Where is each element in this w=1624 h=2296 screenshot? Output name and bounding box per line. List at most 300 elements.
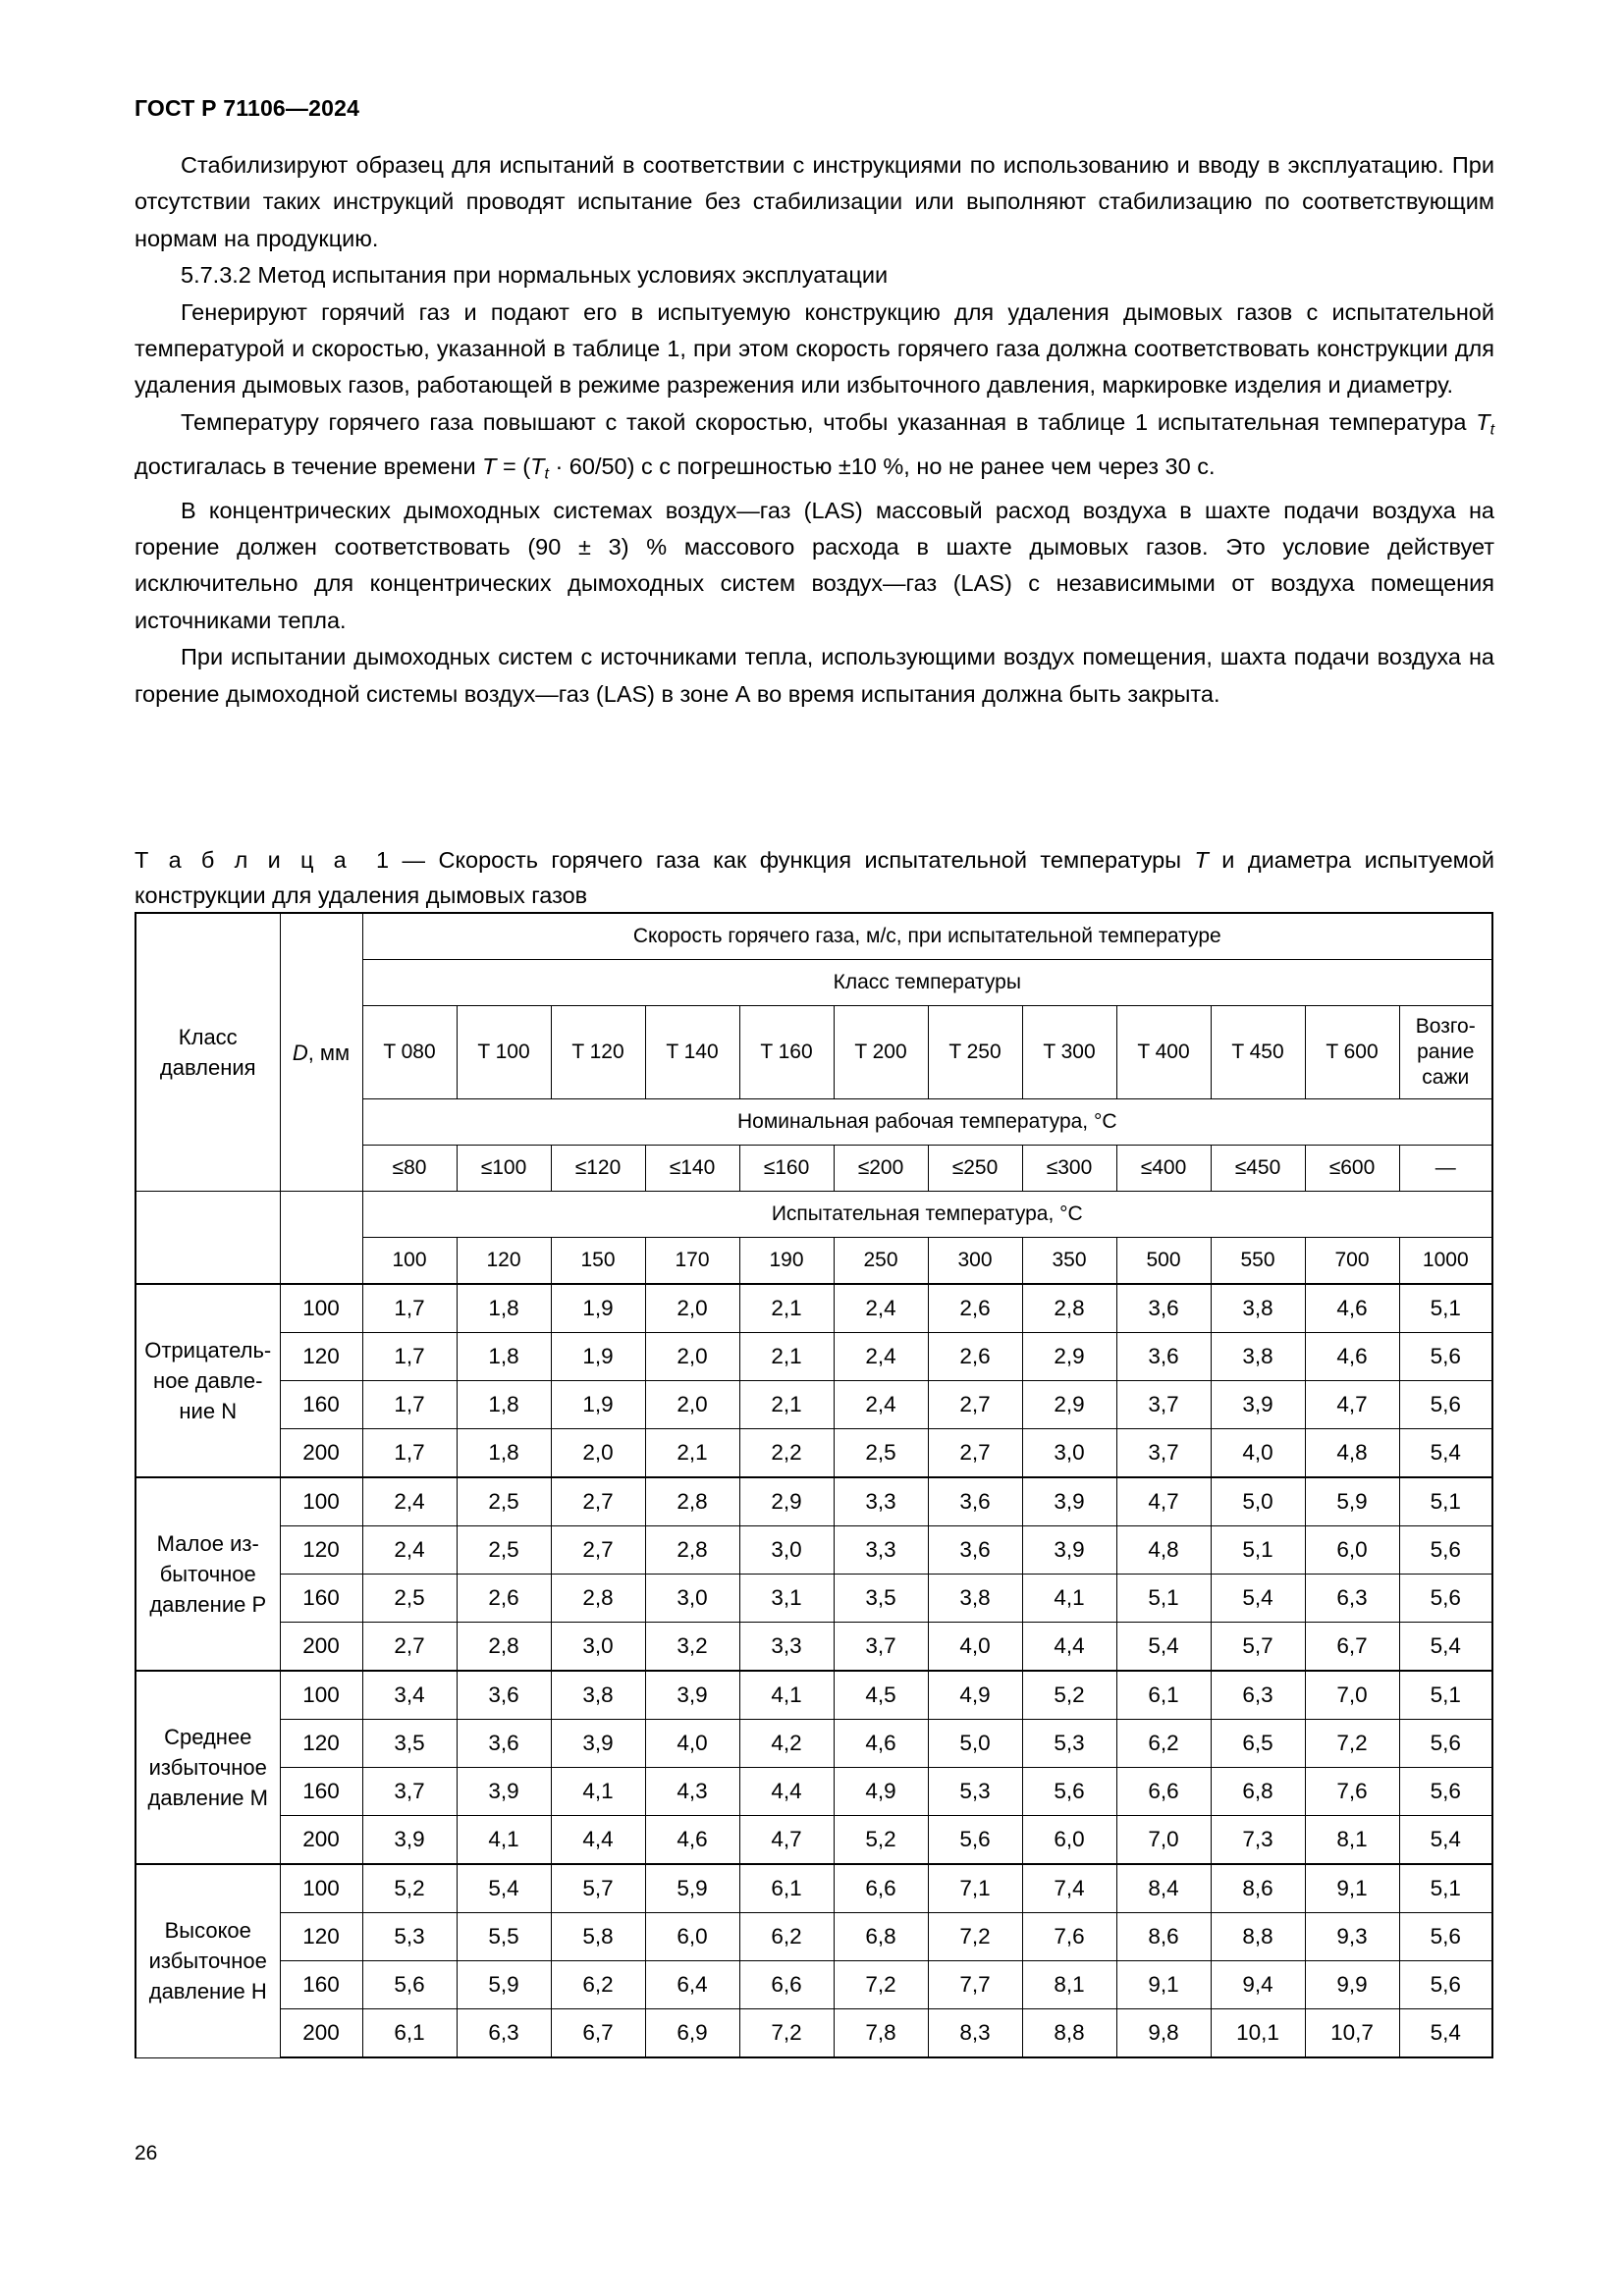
nominal-temp-12: — xyxy=(1399,1146,1492,1192)
value-cell: 4,0 xyxy=(928,1623,1022,1672)
value-cell: 6,6 xyxy=(1116,1768,1211,1816)
value-cell: 5,6 xyxy=(1022,1768,1116,1816)
value-cell: 3,6 xyxy=(1116,1333,1211,1381)
value-cell: 2,4 xyxy=(362,1526,457,1575)
colhead-t600: T 600 xyxy=(1305,1006,1399,1099)
value-cell: 1,9 xyxy=(551,1333,645,1381)
value-cell: 4,9 xyxy=(928,1671,1022,1720)
diameter-cell: 100 xyxy=(280,1671,362,1720)
colhead-t140: T 140 xyxy=(645,1006,739,1099)
value-cell: 4,4 xyxy=(1022,1623,1116,1672)
body-text xyxy=(135,147,1494,713)
value-cell: 5,6 xyxy=(1399,1720,1492,1768)
value-cell: 5,8 xyxy=(551,1913,645,1961)
value-cell: 8,6 xyxy=(1116,1913,1211,1961)
value-cell: 3,0 xyxy=(1022,1429,1116,1478)
test-temp-7: 300 xyxy=(928,1238,1022,1285)
value-cell: 3,9 xyxy=(1022,1477,1116,1526)
value-cell: 1,8 xyxy=(457,1333,551,1381)
value-cell: 3,8 xyxy=(928,1575,1022,1623)
value-cell: 7,2 xyxy=(928,1913,1022,1961)
table-caption-number: 1 xyxy=(376,847,390,873)
header-row-level4 xyxy=(135,1192,1492,1238)
value-cell: 8,6 xyxy=(1211,1864,1305,1913)
value-cell: 2,1 xyxy=(645,1429,739,1478)
value-cell: 5,4 xyxy=(1211,1575,1305,1623)
value-cell: 2,9 xyxy=(1022,1333,1116,1381)
value-cell: 2,5 xyxy=(834,1429,928,1478)
value-cell: 5,1 xyxy=(1399,1864,1492,1913)
spacer-diameter xyxy=(280,1192,362,1238)
value-cell: 5,1 xyxy=(1399,1671,1492,1720)
formula-var-T: T xyxy=(482,453,497,479)
value-cell: 3,6 xyxy=(457,1671,551,1720)
value-cell: 5,3 xyxy=(928,1768,1022,1816)
colhead-soot-ignition: Возго- рание сажи xyxy=(1399,1006,1492,1099)
nominal-temp-7: ≤250 xyxy=(928,1146,1022,1192)
diameter-cell: 200 xyxy=(280,1816,362,1865)
value-cell: 7,7 xyxy=(928,1961,1022,2009)
value-cell: 1,8 xyxy=(457,1284,551,1333)
value-cell: 4,1 xyxy=(1022,1575,1116,1623)
value-cell: 2,0 xyxy=(645,1284,739,1333)
value-cell: 2,5 xyxy=(362,1575,457,1623)
value-cell: 3,4 xyxy=(362,1671,457,1720)
value-cell: 3,3 xyxy=(739,1623,834,1672)
value-cell: 2,6 xyxy=(457,1575,551,1623)
spacer-pressure-class-2 xyxy=(135,1238,280,1285)
value-cell: 3,8 xyxy=(1211,1284,1305,1333)
colhead-t160: T 160 xyxy=(739,1006,834,1099)
page-number: 26 xyxy=(135,2142,158,2164)
value-cell: 4,5 xyxy=(834,1671,928,1720)
value-cell: 3,8 xyxy=(1211,1333,1305,1381)
value-cell: 2,7 xyxy=(928,1429,1022,1478)
table-row xyxy=(135,1671,1492,1720)
value-cell: 2,6 xyxy=(928,1333,1022,1381)
value-cell: 5,4 xyxy=(1399,1623,1492,1672)
value-cell: 9,3 xyxy=(1305,1913,1399,1961)
value-cell: 2,4 xyxy=(834,1381,928,1429)
value-cell: 3,7 xyxy=(1116,1429,1211,1478)
test-temp-6: 250 xyxy=(834,1238,928,1285)
value-cell: 7,2 xyxy=(834,1961,928,2009)
value-cell: 5,2 xyxy=(362,1864,457,1913)
value-cell: 3,7 xyxy=(834,1623,928,1672)
value-cell: 3,5 xyxy=(362,1720,457,1768)
table-row xyxy=(135,1864,1492,1913)
value-cell: 3,0 xyxy=(551,1623,645,1672)
value-cell: 2,9 xyxy=(1022,1381,1116,1429)
value-cell: 2,1 xyxy=(739,1284,834,1333)
value-cell: 7,0 xyxy=(1305,1671,1399,1720)
value-cell: 3,1 xyxy=(739,1575,834,1623)
spacer-diameter-2 xyxy=(280,1238,362,1285)
value-cell: 1,9 xyxy=(551,1381,645,1429)
formula-part-3: = ( xyxy=(496,453,531,479)
value-cell: 7,8 xyxy=(834,2009,928,2058)
nominal-temp-5: ≤160 xyxy=(739,1146,834,1192)
value-cell: 5,9 xyxy=(645,1864,739,1913)
table-row xyxy=(135,1333,1492,1381)
nominal-temp-2: ≤100 xyxy=(457,1146,551,1192)
table-caption xyxy=(135,842,1494,913)
table-row xyxy=(135,1623,1492,1672)
table-1-wrapper xyxy=(135,912,1493,2058)
value-cell: 5,7 xyxy=(1211,1623,1305,1672)
diameter-cell: 200 xyxy=(280,1623,362,1672)
pressure-class-label-0: Отрицатель- ное давле- ние N xyxy=(135,1284,280,1477)
table-row xyxy=(135,1526,1492,1575)
value-cell: 6,0 xyxy=(1022,1816,1116,1865)
table-row xyxy=(135,1913,1492,1961)
value-cell: 1,8 xyxy=(457,1381,551,1429)
value-cell: 2,1 xyxy=(739,1333,834,1381)
formula-var-T2-subscript: t xyxy=(544,465,549,483)
paragraph-4: При испытании дымоходных систем с источниками тепла, использующими воздух помещения, шахта подачи воздуха на горение дымоходной системы воздух—газ (LAS) в зоне А во время испытания должна быть закрыта. xyxy=(135,644,1494,707)
colhead-t250: T 250 xyxy=(928,1006,1022,1099)
test-temp-2: 120 xyxy=(457,1238,551,1285)
table-row xyxy=(135,2009,1492,2058)
diameter-cell: 200 xyxy=(280,1429,362,1478)
value-cell: 3,6 xyxy=(928,1526,1022,1575)
value-cell: 4,9 xyxy=(834,1768,928,1816)
value-cell: 8,4 xyxy=(1116,1864,1211,1913)
value-cell: 2,0 xyxy=(551,1429,645,1478)
value-cell: 1,7 xyxy=(362,1381,457,1429)
value-cell: 5,9 xyxy=(457,1961,551,2009)
nominal-temp-3: ≤120 xyxy=(551,1146,645,1192)
value-cell: 5,2 xyxy=(1022,1671,1116,1720)
value-cell: 8,1 xyxy=(1305,1816,1399,1865)
value-cell: 5,1 xyxy=(1116,1575,1211,1623)
value-cell: 3,6 xyxy=(1116,1284,1211,1333)
value-cell: 6,0 xyxy=(1305,1526,1399,1575)
pressure-class-label-2: Среднее избыточное давление М xyxy=(135,1671,280,1864)
value-cell: 2,7 xyxy=(362,1623,457,1672)
test-temp-8: 350 xyxy=(1022,1238,1116,1285)
value-cell: 4,6 xyxy=(645,1816,739,1865)
value-cell: 5,6 xyxy=(928,1816,1022,1865)
value-cell: 8,8 xyxy=(1211,1913,1305,1961)
value-cell: 1,9 xyxy=(551,1284,645,1333)
diameter-cell: 100 xyxy=(280,1864,362,1913)
paragraph-2: Генерируют горячий газ и подают его в испытуемую конструкцию для удаления дымовых газов с испытательной температурой и скоростью, указанной в таблице 1, при этом скорость горячего газа должна соответствовать конструкции для удаления дымовых газов, работающей в режиме разрежения или избыточного давления, маркировке изделия и диаметру. xyxy=(135,298,1494,399)
test-temp-12: 1000 xyxy=(1399,1238,1492,1285)
value-cell: 8,8 xyxy=(1022,2009,1116,2058)
colhead-t080: T 080 xyxy=(362,1006,457,1099)
nominal-temp-4: ≤140 xyxy=(645,1146,739,1192)
paragraph-clause-5-7-3-2: 5.7.3.2 Метод испытания при нормальных условиях эксплуатации xyxy=(181,262,889,289)
value-cell: 3,7 xyxy=(362,1768,457,1816)
value-cell: 5,4 xyxy=(1399,2009,1492,2058)
table-caption-text-after: и диаметра испытуемой конструкции для удаления дымовых газов xyxy=(135,847,1495,908)
value-cell: 6,0 xyxy=(645,1913,739,1961)
value-cell: 6,9 xyxy=(645,2009,739,2058)
nominal-temp-8: ≤300 xyxy=(1022,1146,1116,1192)
value-cell: 1,7 xyxy=(362,1284,457,1333)
table-row xyxy=(135,1429,1492,1478)
value-cell: 9,1 xyxy=(1305,1864,1399,1913)
nominal-temp-9: ≤400 xyxy=(1116,1146,1211,1192)
value-cell: 2,2 xyxy=(739,1429,834,1478)
value-cell: 9,4 xyxy=(1211,1961,1305,2009)
value-cell: 5,6 xyxy=(1399,1961,1492,2009)
value-cell: 5,9 xyxy=(1305,1477,1399,1526)
test-temp-4: 170 xyxy=(645,1238,739,1285)
value-cell: 5,6 xyxy=(1399,1381,1492,1429)
value-cell: 3,9 xyxy=(1022,1526,1116,1575)
value-cell: 5,4 xyxy=(1399,1816,1492,1865)
value-cell: 5,4 xyxy=(1399,1429,1492,1478)
value-cell: 4,8 xyxy=(1116,1526,1211,1575)
value-cell: 7,2 xyxy=(739,2009,834,2058)
value-cell: 5,1 xyxy=(1399,1477,1492,1526)
header-span-gas-velocity: Скорость горячего газа, м/с, при испытательной температуре xyxy=(362,913,1492,960)
colhead-t120: T 120 xyxy=(551,1006,645,1099)
formula-part-2: достигалась в течение времени xyxy=(135,453,483,479)
value-cell: 4,0 xyxy=(645,1720,739,1768)
table-caption-dash: — xyxy=(402,847,426,873)
table-caption-text-before: Скорость горячего газа как функция испытательной температуры xyxy=(425,847,1195,873)
value-cell: 10,1 xyxy=(1211,2009,1305,2058)
colhead-t400: T 400 xyxy=(1116,1006,1211,1099)
value-cell: 2,0 xyxy=(645,1333,739,1381)
value-cell: 3,6 xyxy=(457,1720,551,1768)
header-diameter: D, мм xyxy=(280,913,362,1192)
value-cell: 7,6 xyxy=(1305,1768,1399,1816)
header-span-test-temperature: Испытательная температура, °С xyxy=(362,1192,1492,1238)
value-cell: 5,6 xyxy=(1399,1333,1492,1381)
diameter-cell: 120 xyxy=(280,1333,362,1381)
value-cell: 4,1 xyxy=(551,1768,645,1816)
value-cell: 6,5 xyxy=(1211,1720,1305,1768)
nominal-temp-11: ≤600 xyxy=(1305,1146,1399,1192)
test-temp-10: 550 xyxy=(1211,1238,1305,1285)
value-cell: 7,4 xyxy=(1022,1864,1116,1913)
test-temp-3: 150 xyxy=(551,1238,645,1285)
table-row xyxy=(135,1720,1492,1768)
formula-part-4: · 60/50) с с погрешностью ±10 %, но не ранее чем через 30 с. xyxy=(548,453,1216,479)
value-cell: 5,7 xyxy=(551,1864,645,1913)
value-cell: 6,8 xyxy=(1211,1768,1305,1816)
value-cell: 6,2 xyxy=(739,1913,834,1961)
value-cell: 2,5 xyxy=(457,1526,551,1575)
value-cell: 5,1 xyxy=(1211,1526,1305,1575)
value-cell: 2,5 xyxy=(457,1477,551,1526)
value-cell: 2,9 xyxy=(739,1477,834,1526)
spacer-pressure-class xyxy=(135,1192,280,1238)
value-cell: 6,2 xyxy=(551,1961,645,2009)
table-row xyxy=(135,1961,1492,2009)
test-temp-11: 700 xyxy=(1305,1238,1399,1285)
value-cell: 3,7 xyxy=(1116,1381,1211,1429)
value-cell: 2,4 xyxy=(834,1284,928,1333)
value-cell: 9,1 xyxy=(1116,1961,1211,2009)
value-cell: 6,6 xyxy=(834,1864,928,1913)
value-cell: 3,9 xyxy=(551,1720,645,1768)
value-cell: 5,6 xyxy=(362,1961,457,2009)
value-cell: 5,4 xyxy=(457,1864,551,1913)
pressure-class-label-1: Малое из- быточное давление Р xyxy=(135,1477,280,1671)
value-cell: 5,2 xyxy=(834,1816,928,1865)
nominal-temp-6: ≤200 xyxy=(834,1146,928,1192)
value-cell: 6,2 xyxy=(1116,1720,1211,1768)
value-cell: 2,7 xyxy=(551,1477,645,1526)
value-cell: 5,3 xyxy=(1022,1720,1116,1768)
value-cell: 5,6 xyxy=(1399,1575,1492,1623)
value-cell: 4,6 xyxy=(1305,1333,1399,1381)
table-row xyxy=(135,1575,1492,1623)
diameter-cell: 120 xyxy=(280,1720,362,1768)
value-cell: 4,2 xyxy=(739,1720,834,1768)
value-cell: 3,9 xyxy=(457,1768,551,1816)
running-head: ГОСТ Р 71106—2024 xyxy=(135,95,360,121)
table-row xyxy=(135,1816,1492,1865)
value-cell: 3,2 xyxy=(645,1623,739,1672)
nominal-temp-10: ≤450 xyxy=(1211,1146,1305,1192)
value-cell: 2,8 xyxy=(645,1477,739,1526)
value-cell: 6,3 xyxy=(1305,1575,1399,1623)
value-cell: 5,3 xyxy=(362,1913,457,1961)
value-cell: 7,1 xyxy=(928,1864,1022,1913)
table-row xyxy=(135,1477,1492,1526)
value-cell: 7,2 xyxy=(1305,1720,1399,1768)
header-pressure-class: Класс давления xyxy=(135,913,280,1192)
table-caption-label: Т а б л и ц а xyxy=(135,847,351,873)
value-cell: 4,0 xyxy=(1211,1429,1305,1478)
value-cell: 4,8 xyxy=(1305,1429,1399,1478)
value-cell: 7,0 xyxy=(1116,1816,1211,1865)
value-cell: 5,6 xyxy=(1399,1913,1492,1961)
value-cell: 6,1 xyxy=(362,2009,457,2058)
colhead-t300: T 300 xyxy=(1022,1006,1116,1099)
value-cell: 5,1 xyxy=(1399,1284,1492,1333)
value-cell: 2,8 xyxy=(1022,1284,1116,1333)
value-cell: 3,6 xyxy=(928,1477,1022,1526)
value-cell: 4,3 xyxy=(645,1768,739,1816)
value-cell: 3,9 xyxy=(645,1671,739,1720)
value-cell: 6,6 xyxy=(739,1961,834,2009)
value-cell: 4,7 xyxy=(1116,1477,1211,1526)
formula-var-t-subscript: t xyxy=(1489,421,1494,439)
value-cell: 3,9 xyxy=(1211,1381,1305,1429)
value-cell: 4,7 xyxy=(1305,1381,1399,1429)
diameter-cell: 160 xyxy=(280,1575,362,1623)
test-temp-9: 500 xyxy=(1116,1238,1211,1285)
diameter-cell: 160 xyxy=(280,1961,362,2009)
diameter-cell: 120 xyxy=(280,1913,362,1961)
value-cell: 3,5 xyxy=(834,1575,928,1623)
value-cell: 2,0 xyxy=(645,1381,739,1429)
diameter-cell: 120 xyxy=(280,1526,362,1575)
value-cell: 4,1 xyxy=(457,1816,551,1865)
diameter-cell: 160 xyxy=(280,1381,362,1429)
table-row xyxy=(135,1284,1492,1333)
header-span-temperature-class: Класс температуры xyxy=(362,960,1492,1006)
value-cell: 6,8 xyxy=(834,1913,928,1961)
value-cell: 7,6 xyxy=(1022,1913,1116,1961)
formula-var-T2: T xyxy=(530,453,545,479)
paragraph-1: Стабилизируют образец для испытаний в соответствии с инструкциями по использованию и вводу в эксплуатацию. При отсутствии таких инструкций проводят испытание без стабилизации или выполняют стабилизацию по соответствующим нормам на продукцию. xyxy=(135,152,1494,251)
value-cell: 5,6 xyxy=(1399,1768,1492,1816)
test-temp-5: 190 xyxy=(739,1238,834,1285)
value-cell: 3,8 xyxy=(551,1671,645,1720)
pressure-class-label-3: Высокое избыточное давление Н xyxy=(135,1864,280,2057)
nominal-temp-1: ≤80 xyxy=(362,1146,457,1192)
diameter-cell: 100 xyxy=(280,1284,362,1333)
paragraph-formula xyxy=(135,404,1494,493)
colhead-t100: T 100 xyxy=(457,1006,551,1099)
value-cell: 3,0 xyxy=(739,1526,834,1575)
value-cell: 5,0 xyxy=(928,1720,1022,1768)
value-cell: 8,3 xyxy=(928,2009,1022,2058)
value-cell: 5,6 xyxy=(1399,1526,1492,1575)
value-cell: 2,8 xyxy=(645,1526,739,1575)
value-cell: 10,7 xyxy=(1305,2009,1399,2058)
value-cell: 4,4 xyxy=(551,1816,645,1865)
value-cell: 3,3 xyxy=(834,1477,928,1526)
value-cell: 2,7 xyxy=(928,1381,1022,1429)
gas-velocity-table xyxy=(135,912,1493,2058)
value-cell: 2,6 xyxy=(928,1284,1022,1333)
value-cell: 7,3 xyxy=(1211,1816,1305,1865)
value-cell: 3,3 xyxy=(834,1526,928,1575)
value-cell: 6,3 xyxy=(457,2009,551,2058)
value-cell: 2,1 xyxy=(739,1381,834,1429)
test-temp-1: 100 xyxy=(362,1238,457,1285)
colhead-t200: T 200 xyxy=(834,1006,928,1099)
value-cell: 4,1 xyxy=(739,1671,834,1720)
value-cell: 2,4 xyxy=(362,1477,457,1526)
value-cell: 3,0 xyxy=(645,1575,739,1623)
table-caption-variable: T xyxy=(1194,847,1209,873)
colhead-t450: T 450 xyxy=(1211,1006,1305,1099)
value-cell: 6,4 xyxy=(645,1961,739,2009)
table-body xyxy=(135,913,1492,2057)
header-span-nominal-temperature: Номинальная рабочая температура, °С xyxy=(362,1099,1492,1146)
value-cell: 4,6 xyxy=(834,1720,928,1768)
value-cell: 2,8 xyxy=(551,1575,645,1623)
formula-part-1: Температуру горячего газа повышают с такой скоростью, чтобы указанная в таблице 1 испытательная температура xyxy=(181,408,1477,435)
value-cell: 9,8 xyxy=(1116,2009,1211,2058)
header-row-test-temperatures xyxy=(135,1238,1492,1285)
diameter-cell: 200 xyxy=(280,2009,362,2058)
header-row-level1 xyxy=(135,913,1492,960)
table-row xyxy=(135,1381,1492,1429)
value-cell: 6,7 xyxy=(1305,1623,1399,1672)
value-cell: 1,8 xyxy=(457,1429,551,1478)
table-row xyxy=(135,1768,1492,1816)
value-cell: 1,7 xyxy=(362,1333,457,1381)
value-cell: 5,5 xyxy=(457,1913,551,1961)
value-cell: 4,6 xyxy=(1305,1284,1399,1333)
value-cell: 6,1 xyxy=(739,1864,834,1913)
value-cell: 4,7 xyxy=(739,1816,834,1865)
value-cell: 5,4 xyxy=(1116,1623,1211,1672)
value-cell: 2,8 xyxy=(457,1623,551,1672)
value-cell: 9,9 xyxy=(1305,1961,1399,2009)
value-cell: 4,4 xyxy=(739,1768,834,1816)
value-cell: 6,1 xyxy=(1116,1671,1211,1720)
value-cell: 6,7 xyxy=(551,2009,645,2058)
value-cell: 5,0 xyxy=(1211,1477,1305,1526)
diameter-cell: 160 xyxy=(280,1768,362,1816)
value-cell: 2,7 xyxy=(551,1526,645,1575)
value-cell: 8,1 xyxy=(1022,1961,1116,2009)
paragraph-3: В концентрических дымоходных системах воздух—газ (LAS) массовый расход воздуха в шахте подачи воздуха на горение должен соответствовать (90 ± 3) % массового расхода в шахте дымовых газов. Это условие действует исключительно для концентрических дымоходных систем воздух—газ (LAS) с независимыми от воздуха помещения источниками тепла. xyxy=(135,497,1494,633)
value-cell: 1,7 xyxy=(362,1429,457,1478)
